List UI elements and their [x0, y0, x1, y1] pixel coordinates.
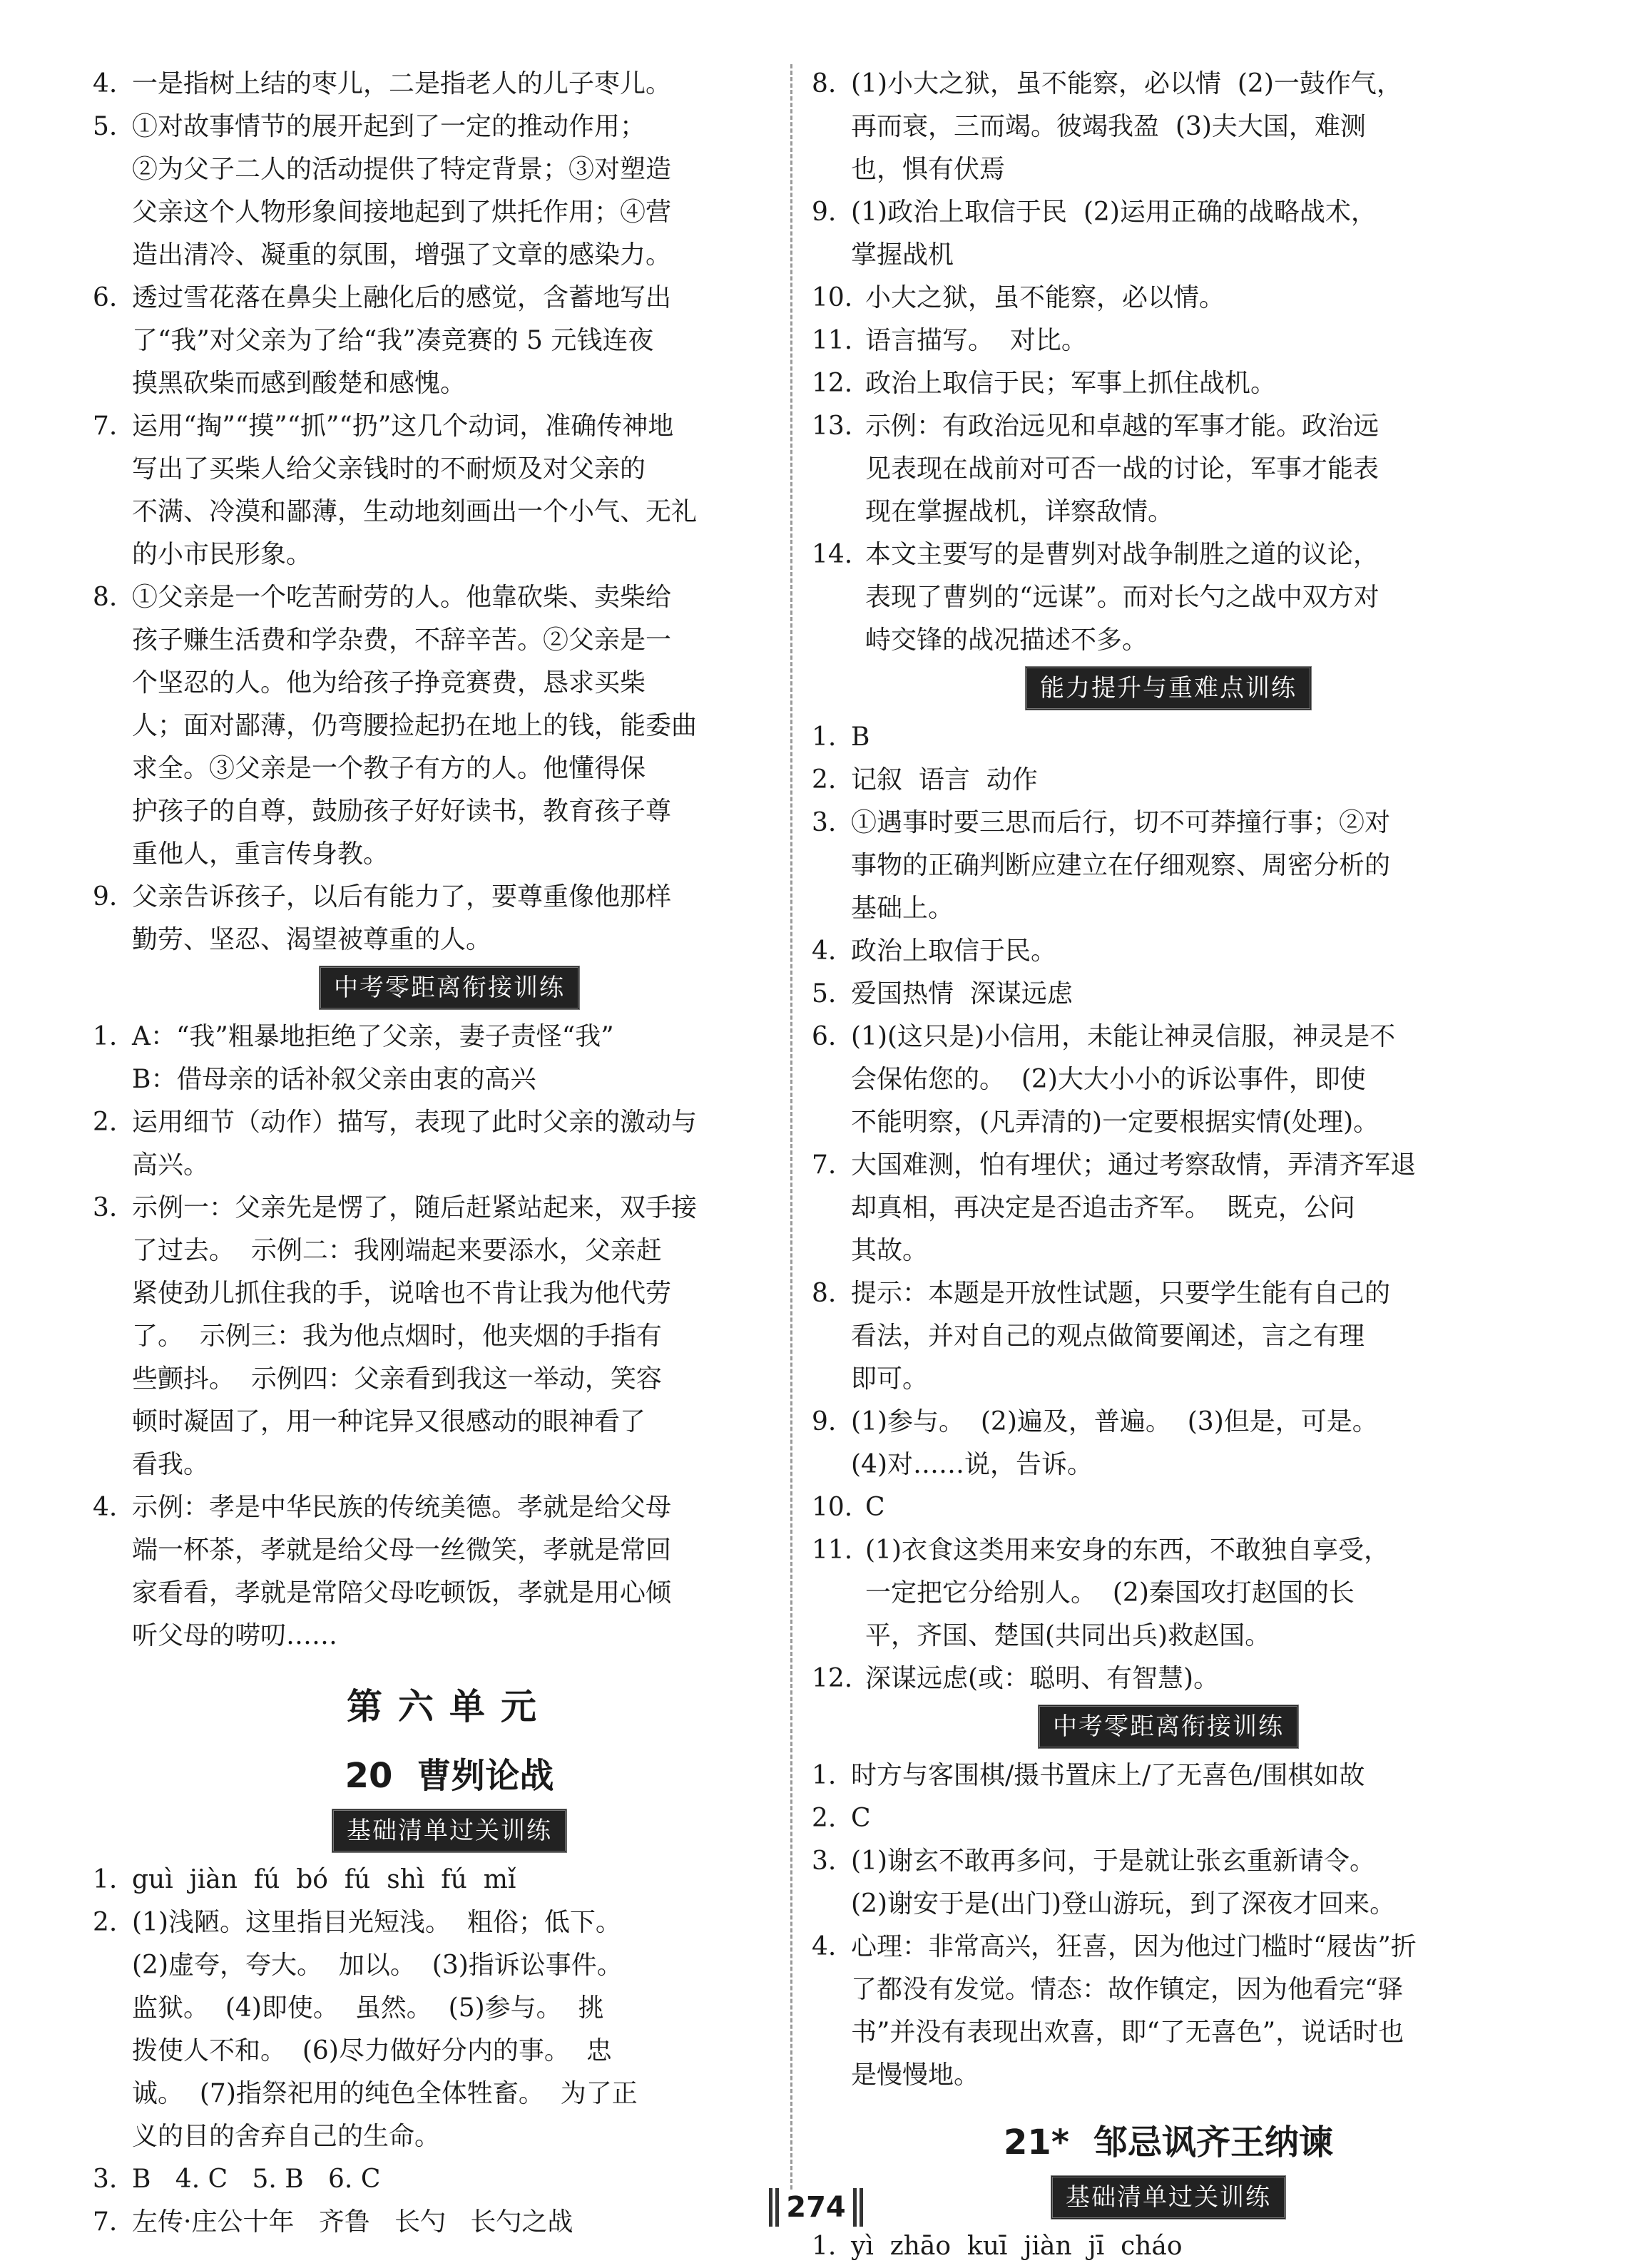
answer-item [812, 759, 1525, 802]
item-number: 1. [812, 722, 837, 752]
text-line: 父亲告诉孩子，以后有能力了，要尊重像他那样 [132, 882, 672, 911]
text-line: 看我。 [132, 1450, 210, 1479]
item-number: 12. [812, 1664, 853, 1693]
answer-item [93, 63, 806, 106]
text-line: 书”并没有表现出欢喜，即“了无喜色”，说话时也 [851, 2018, 1404, 2047]
item-text [851, 1016, 1525, 1144]
section-band-label: 基础清单过关训练 [332, 1809, 567, 1853]
answer-list [812, 1754, 1525, 2097]
answer-item [812, 1401, 1525, 1486]
item-text [132, 1016, 806, 1101]
text-line: 峙交锋的战况描述不多。 [865, 625, 1148, 655]
item-number: 1. [93, 1865, 118, 1894]
item-text [865, 1657, 1525, 1700]
item-number: 14. [812, 540, 853, 569]
item-number: 1. [812, 2232, 837, 2261]
section-band [93, 966, 806, 1010]
page-footer [0, 2188, 1632, 2227]
text-line: 示例：有政治远见和卓越的军事才能。政治远 [865, 412, 1379, 441]
item-number: 11. [812, 326, 853, 355]
text-line: 语言描写。 对比。 [865, 326, 1087, 355]
answer-item [812, 973, 1525, 1016]
text-line: 了。 示例三：我为他点烟时，他夹烟的手指有 [132, 1322, 662, 1351]
item-number: 2. [93, 1908, 118, 1937]
text-line: 一是指树上结的枣儿，二是指老人的儿子枣儿。 [132, 69, 672, 98]
text-line: A：“我”粗暴地拒绝了父亲，妻子责怪“我” [132, 1022, 614, 1051]
text-line: 基础上。 [851, 894, 954, 923]
text-line: C [865, 1493, 885, 1522]
item-number: 8. [93, 583, 118, 612]
item-number: 8. [812, 1279, 837, 1308]
answer-item [812, 1926, 1525, 2097]
text-line: 政治上取信于民；军事上抓住战机。 [865, 369, 1277, 398]
answer-item [93, 106, 806, 277]
text-line: (1)政治上取信于民 (2)运用正确的战略战术， [851, 198, 1377, 227]
text-line: 运用细节（动作）描写，表现了此时父亲的激动与 [132, 1108, 698, 1137]
text-line: 运用“掏”“摸”“抓”“扔”这几个动词，准确传神地 [132, 412, 674, 441]
text-line: 左传·庄公十年 齐鲁 长勺 长勺之战 [132, 2207, 573, 2237]
text-line: 护孩子的自尊，鼓励孩子好好读书，教育孩子尊 [132, 797, 672, 826]
left-column [93, 63, 806, 2244]
answer-item [93, 1901, 806, 2158]
text-line: 高兴。 [132, 1150, 210, 1180]
item-text [132, 876, 806, 961]
answer-item [812, 63, 1525, 191]
text-line: 其故。 [851, 1236, 929, 1265]
answer-item [812, 277, 1525, 320]
text-line: 了都没有发觉。情态：故作镇定，因为他看完“驿 [851, 1975, 1404, 2004]
text-line: B 4. C 5. B 6. C [132, 2165, 381, 2194]
text-line: C [851, 1804, 871, 1833]
item-text [851, 1926, 1525, 2097]
answer-list [812, 63, 1525, 662]
text-line: 表现了曹刿的“远谋”。而对长勺之战中双方对 [865, 583, 1379, 612]
text-line: 透过雪花落在鼻尖上融化后的感觉，含蓄地写出 [132, 283, 672, 312]
text-line: 心理：非常高兴，狂喜，因为他过门槛时“屐齿”折 [851, 1932, 1417, 1961]
page-number: 274 [769, 2188, 863, 2227]
answer-item [93, 1016, 806, 1101]
item-number: 9. [93, 882, 118, 911]
text-line: (2)虚夸，夸大。 加以。 (3)指诉讼事件。 [132, 1951, 623, 1980]
text-line: 是慢慢地。 [851, 2060, 980, 2090]
item-number: 10. [812, 283, 853, 312]
text-line: ①遇事时要三思而后行，切不可莽撞行事；②对 [851, 808, 1391, 837]
item-text [132, 1486, 806, 1657]
text-line: 摸黑砍柴而感到酸楚和感愧。 [132, 369, 466, 398]
item-text [865, 362, 1525, 405]
text-line: (2)谢安于是(出门)登山游玩，到了深夜才回来。 [851, 1889, 1396, 1919]
item-number: 4. [812, 1932, 837, 1961]
text-line: 即可。 [851, 1364, 929, 1394]
item-number: 5. [812, 979, 837, 1008]
text-line: B：借母亲的话补叙父亲由衷的高兴 [132, 1065, 536, 1094]
text-line: 了“我”对父亲为了给“我”凑竞赛的 5 元钱连夜 [132, 326, 654, 355]
text-line: 紧使劲儿抓住我的手，说啥也不肯让我为他代劳 [132, 1279, 672, 1308]
item-number: 3. [812, 1846, 837, 1876]
item-text [132, 277, 806, 405]
text-line: 一定把它分给别人。 (2)秦国攻打赵国的长 [865, 1578, 1355, 1608]
text-line: ①父亲是一个吃苦耐劳的人。他靠砍柴、卖柴给 [132, 583, 672, 612]
item-text [851, 1797, 1525, 1840]
item-text [851, 930, 1525, 973]
text-line: 监狱。 (4)即使。 虽然。 (5)参与。 挑 [132, 1993, 604, 2023]
text-line: 小大之狱，虽不能察，必以情。 [865, 283, 1225, 312]
section-band [812, 1705, 1525, 1749]
text-line: (1)小大之狱，虽不能察，必以情 (2)一鼓作气， [851, 69, 1402, 98]
text-line: 求全。③父亲是一个教子有方的人。他懂得保 [132, 754, 646, 783]
text-line: B [851, 722, 870, 752]
text-line: 提示：本题是开放性试题，只要学生能有自己的 [851, 1279, 1391, 1308]
text-line: 事物的正确判断应建立在仔细观察、周密分析的 [851, 851, 1391, 880]
section-band-label: 中考零距离衔接训练 [1038, 1705, 1299, 1749]
item-number: 10. [812, 1493, 853, 1522]
text-line: 掌握战机 [851, 240, 954, 270]
text-line: 诚。 (7)指祭祀用的纯色全体牲畜。 为了正 [132, 2079, 638, 2108]
item-text [851, 1272, 1525, 1401]
answer-item [812, 362, 1525, 405]
item-number: 12. [812, 369, 853, 398]
answer-item [93, 876, 806, 961]
text-line: 写出了买柴人给父亲钱时的不耐烦及对父亲的 [132, 454, 646, 484]
text-line: 记叙 语言 动作 [851, 765, 1038, 795]
item-text [865, 320, 1525, 362]
answer-item [812, 1272, 1525, 1401]
text-line: 示例：孝是中华民族的传统美德。孝就是给父母 [132, 1493, 672, 1522]
item-number: 6. [93, 283, 118, 312]
text-line: guì jiàn fú bó fú shì fú mǐ [132, 1865, 516, 1894]
answer-item [93, 1101, 806, 1187]
text-line: 大国难测，怕有埋伏；通过考察敌情，弄清齐军退 [851, 1150, 1417, 1180]
answer-item [812, 716, 1525, 759]
text-line: (1)谢玄不敢再多问，于是就让张玄重新请令。 [851, 1846, 1375, 1876]
answer-item [812, 405, 1525, 533]
item-text [851, 63, 1525, 191]
answer-item [812, 2225, 1525, 2268]
text-line: 义的目的舍弃自己的生命。 [132, 2122, 441, 2151]
answer-item [93, 576, 806, 876]
unit-title: 第六单元 [347, 1686, 552, 1727]
text-line: 的小市民形象。 [132, 540, 312, 569]
answer-item [812, 533, 1525, 662]
column-divider [790, 64, 792, 2190]
text-line: (1)浅陋。这里指目光短浅。 粗俗；低下。 [132, 1908, 621, 1937]
text-line: 重他人，重言传身教。 [132, 839, 389, 869]
item-text [132, 1901, 806, 2158]
text-line: 些颤抖。 示例四：父亲看到我这一举动，笑容 [132, 1364, 662, 1394]
text-line: (1)参与。 (2)遍及，普遍。 (3)但是，可是。 [851, 1407, 1378, 1436]
item-number: 4. [93, 1493, 118, 1522]
text-line: 却真相，再决定是否追击齐军。 既克，公问 [851, 1193, 1355, 1222]
item-number: 1. [93, 1022, 118, 1051]
text-line: 时方与客围棋/摄书置床上/了无喜色/围棋如故 [851, 1761, 1365, 1790]
answer-list [93, 63, 806, 961]
answer-item [812, 1144, 1525, 1272]
section-band-label: 中考零距离衔接训练 [319, 966, 580, 1010]
item-number: 3. [812, 808, 837, 837]
item-text [851, 1144, 1525, 1272]
item-text [851, 1401, 1525, 1486]
answer-item [812, 1657, 1525, 1700]
item-number: 11. [812, 1536, 853, 1565]
item-number: 2. [812, 1804, 837, 1833]
item-number: 5. [93, 112, 118, 141]
text-line: 家看看，孝就是常陪父母吃顿饭，孝就是用心倾 [132, 1578, 672, 1608]
item-text [851, 973, 1525, 1016]
section-band-label: 基础清单过关训练 [1051, 2175, 1286, 2220]
lesson-title [812, 2115, 1525, 2170]
answer-item [812, 1016, 1525, 1144]
answer-item [812, 802, 1525, 930]
text-line: 政治上取信于民。 [851, 936, 1057, 966]
item-text [851, 716, 1525, 759]
item-number: 2. [812, 765, 837, 795]
text-line: 平，齐国、楚国(共同出兵)救赵国。 [865, 1621, 1271, 1650]
text-line: 听父母的唠叨…… [132, 1621, 338, 1650]
lesson-title [93, 1749, 806, 1803]
answer-item [812, 930, 1525, 973]
text-line: 顿时凝固了，用一种诧异又很感动的眼神看了 [132, 1407, 646, 1436]
answer-list [93, 1859, 806, 2244]
text-line: 也，惧有伏焉 [851, 155, 1006, 184]
item-text [132, 1859, 806, 1901]
item-text [851, 2225, 1525, 2268]
item-text [851, 802, 1525, 930]
answer-item [812, 1529, 1525, 1657]
text-line: (1)衣食这类用来安身的东西，不敢独自享受， [865, 1536, 1389, 1565]
answer-item [93, 405, 806, 576]
text-line: 深谋远虑(或：聪明、有智慧)。 [865, 1664, 1220, 1693]
item-number: 4. [812, 936, 837, 966]
item-number: 4. [93, 69, 118, 98]
text-line: 不满、冷漠和鄙薄，生动地刻画出一个小气、无礼 [132, 497, 698, 526]
right-column [812, 63, 1525, 2268]
answer-item [93, 1187, 806, 1486]
item-number: 8. [812, 69, 837, 98]
text-line: 再而衰，三而竭。彼竭我盈 (3)夫大国，难测 [851, 112, 1366, 141]
text-line: (1)(这只是)小信用，未能让神灵信服，神灵是不 [851, 1022, 1396, 1051]
answer-item [812, 191, 1525, 277]
item-number: 3. [93, 1193, 118, 1222]
item-text [132, 106, 806, 277]
item-text [851, 1754, 1525, 1797]
item-number: 6. [812, 1022, 837, 1051]
answer-item [93, 1486, 806, 1657]
item-number: 13. [812, 412, 853, 441]
section-band-label: 能力提升与重难点训练 [1025, 666, 1312, 710]
item-text [851, 191, 1525, 277]
text-line: 现在掌握战机，详察敌情。 [865, 497, 1174, 526]
lesson-number: 21* [1004, 2123, 1069, 2162]
text-line: yì zhāo kuī jiàn jī cháo [851, 2232, 1183, 2261]
item-number: 9. [812, 198, 837, 227]
text-line: 个坚忍的人。他为给孩子挣竞赛费，恳求买柴 [132, 668, 646, 698]
text-line: 拨使人不和。 (6)尽力做好分内的事。 忠 [132, 2036, 612, 2065]
answer-item [812, 1754, 1525, 1797]
item-text [865, 1529, 1525, 1657]
text-line: 爱国热情 深谋远虑 [851, 979, 1073, 1008]
text-line: 孩子赚生活费和学杂费，不辞辛苦。②父亲是一 [132, 625, 672, 655]
answer-item [93, 277, 806, 405]
item-text [132, 1101, 806, 1187]
item-number: 9. [812, 1407, 837, 1436]
text-line: ②为父子二人的活动提供了特定背景；③对塑造 [132, 155, 672, 184]
text-line: 父亲这个人物形象间接地起到了烘托作用；④营 [132, 198, 672, 227]
answer-list [93, 1016, 806, 1657]
item-number: 7. [812, 1150, 837, 1180]
text-line: 不能明察，(凡弄清的)一定要根据实情(处理)。 [851, 1108, 1379, 1137]
item-text [851, 1840, 1525, 1926]
answer-list [812, 716, 1525, 1700]
answer-item [812, 1486, 1525, 1529]
item-text [132, 63, 806, 106]
text-line: (4)对……说，告诉。 [851, 1450, 1093, 1479]
item-text [132, 1187, 806, 1486]
item-text [865, 405, 1525, 533]
text-line: 会保佑您的。 (2)大大小小的诉讼事件，即使 [851, 1065, 1366, 1094]
item-text [865, 1486, 1525, 1529]
item-number: 7. [93, 2207, 118, 2237]
text-line: 示例一：父亲先是愣了，随后赶紧站起来，双手接 [132, 1193, 698, 1222]
item-text [132, 576, 806, 876]
lesson-name: 邹忌讽齐王纳谏 [1093, 2123, 1333, 2162]
section-band [812, 666, 1525, 710]
section-band [93, 1809, 806, 1853]
item-text [851, 759, 1525, 802]
item-text [865, 277, 1525, 320]
answer-list [812, 2225, 1525, 2268]
item-text [132, 405, 806, 576]
item-number: 2. [93, 1108, 118, 1137]
text-line: 端一杯茶，孝就是给父母一丝微笑，孝就是常回 [132, 1536, 672, 1565]
text-line: 人；面对鄙薄，仍弯腰捡起扔在地上的钱，能委曲 [132, 711, 698, 740]
item-number: 7. [93, 412, 118, 441]
answer-item [812, 1797, 1525, 1840]
answer-item [93, 1859, 806, 1901]
answer-item [812, 1840, 1525, 1926]
text-line: 本文主要写的是曹刿对战争制胜之道的议论， [865, 540, 1379, 569]
text-line: 见表现在战前对可否一战的讨论，军事才能表 [865, 454, 1379, 484]
answer-item [812, 320, 1525, 362]
item-number: 3. [93, 2165, 118, 2194]
text-line: ①对故事情节的展开起到了一定的推动作用； [132, 112, 646, 141]
item-number: 1. [812, 1761, 837, 1790]
text-line: 看法，并对自己的观点做简要阐述，言之有理 [851, 1322, 1365, 1351]
text-line: 了过去。 示例二：我刚端起来要添水，父亲赶 [132, 1236, 662, 1265]
lesson-name: 曹刿论战 [417, 1756, 554, 1796]
text-line: 造出清冷、凝重的氛围，增强了文章的感染力。 [132, 240, 672, 270]
text-line: 勤劳、坚忍、渴望被尊重的人。 [132, 925, 492, 954]
lesson-number: 20 [345, 1756, 393, 1796]
item-text [865, 533, 1525, 662]
